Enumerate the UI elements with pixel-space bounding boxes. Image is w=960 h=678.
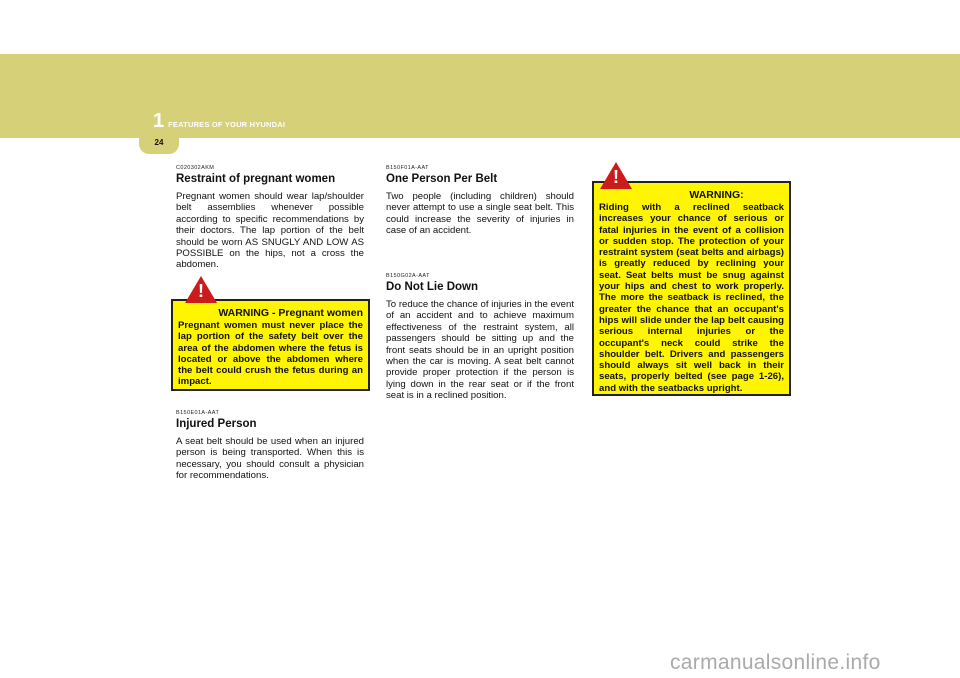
warning-box-pregnant bbox=[171, 299, 370, 391]
alert-triangle-icon bbox=[185, 276, 217, 303]
warning-body: Riding with a reclined seatback increases your chance of serious or fatal injuries in the event of a collision or sudden stop. The protection of your restraint system (seat belts and airbags) is greatly reduced by reclining your seat. Seat belts must be snug against your hips and chest to work properly. The more the seatback is reclined, the greater the chance that an occupant's hips will slide under the lap belt causing serious internal injuries or the occupant's neck could strike the shoulder belt. Drivers and passengers should always sit well back in their seats, properly belted (see page 1-26), and with the seatbacks upright. bbox=[599, 202, 784, 394]
section-title: Restraint of pregnant women bbox=[176, 173, 336, 185]
page-tab bbox=[139, 136, 179, 154]
alert-exclamation: ! bbox=[613, 167, 619, 187]
watermark: carmanualsonline.info bbox=[670, 651, 881, 674]
section-one-person bbox=[386, 165, 574, 237]
section-code: B150F01A-AAT bbox=[386, 165, 429, 171]
section-pregnant bbox=[176, 165, 364, 271]
chapter-title: FEATURES OF YOUR HYUNDAI bbox=[168, 120, 286, 129]
section-code: C020302AKM bbox=[176, 165, 215, 171]
section-body: Pregnant women should wear lap/shoulder belt assemblies whenever possible according to specific recommendations by their doctors. The lap portion of the belt should be worn AS SNUGLY AND LOW AS POSSIBLE on the hips, not a cross the abdomen. bbox=[176, 191, 364, 271]
section-code: B150G02A-AAT bbox=[386, 273, 430, 279]
alert-triangle-icon bbox=[600, 162, 632, 189]
section-lie-down bbox=[386, 273, 574, 402]
warning-title: WARNING - Pregnant women bbox=[218, 307, 363, 319]
page-number: 24 bbox=[154, 138, 164, 147]
section-code: B150E01A-AAT bbox=[176, 410, 220, 416]
warning-title: WARNING: bbox=[689, 189, 744, 201]
section-title: Do Not Lie Down bbox=[386, 281, 478, 293]
section-title: One Person Per Belt bbox=[386, 173, 498, 185]
alert-exclamation: ! bbox=[198, 281, 204, 301]
chapter-header bbox=[153, 110, 285, 133]
chapter-number: 1 bbox=[153, 110, 165, 132]
section-title: Injured Person bbox=[176, 418, 257, 430]
section-body: To reduce the chance of injuries in the event of an accident and to achieve maximum effectiveness of the restraint system, all passengers should be sitting up and the front seats should be in an upright position when the car is moving. A seat belt cannot provide proper protection if the person is lying down in the rear seat or if the front seat is in a reclined position. bbox=[386, 299, 574, 402]
header-band bbox=[0, 54, 960, 138]
section-body: Two people (including children) should never attempt to use a single seat belt. This could increase the severity of injuries in case of an accident. bbox=[386, 191, 574, 237]
warning-body: Pregnant women must never place the lap portion of the safety belt over the area of the abdomen where the fetus is located or above the abdomen where the belt could crush the fetus during an impact. bbox=[178, 320, 363, 388]
section-body: A seat belt should be used when an injured person is being transported. When this is necessary, you should consult a physician for recommendations. bbox=[176, 436, 364, 482]
section-injured bbox=[176, 410, 364, 482]
warning-box-recline bbox=[592, 181, 791, 396]
